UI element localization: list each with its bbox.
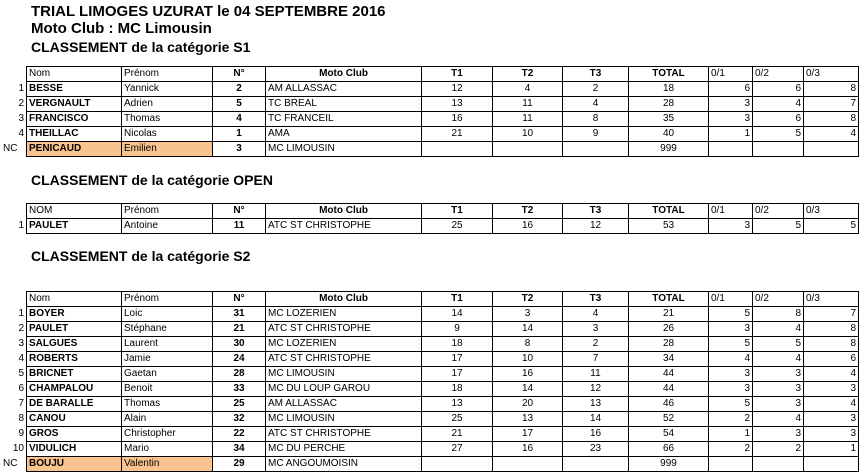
cell-num: 25 xyxy=(213,397,266,412)
cell-z3: 8 xyxy=(804,112,859,127)
page-title: TRIAL LIMOGES UZURAT le 04 SEPTEMBRE 2016 xyxy=(31,3,386,20)
cell-t1: 25 xyxy=(422,219,493,234)
rank-label: 9 xyxy=(18,428,24,439)
cell-prenom: Laurent xyxy=(122,337,213,352)
cell-t3: 4 xyxy=(563,307,629,322)
cell-prenom: Nicolas xyxy=(122,127,213,142)
cell-prenom: Antoine xyxy=(122,219,213,234)
cell-t2 xyxy=(493,142,563,157)
column-header: T2 xyxy=(493,204,563,219)
cell-num: 31 xyxy=(213,307,266,322)
column-header: TOTAL xyxy=(629,67,709,82)
cell-t3: 16 xyxy=(563,427,629,442)
cell-t1: 27 xyxy=(422,442,493,457)
cell-z3 xyxy=(804,142,859,157)
table-row xyxy=(27,442,859,457)
cell-num: 32 xyxy=(213,412,266,427)
cell-z2: 2 xyxy=(753,442,804,457)
cell-z1: 3 xyxy=(709,367,753,382)
cell-t2: 4 xyxy=(493,82,563,97)
cell-prenom: Benoit xyxy=(122,382,213,397)
cell-prenom: Mario xyxy=(122,442,213,457)
cell-club: MC LOZERIEN xyxy=(266,337,422,352)
cell-z1: 2 xyxy=(709,442,753,457)
cell-z2: 6 xyxy=(753,112,804,127)
cell-t3 xyxy=(563,142,629,157)
cell-z3: 7 xyxy=(804,307,859,322)
rank-label: 3 xyxy=(18,113,24,124)
rank-label: 8 xyxy=(18,413,24,424)
nc-label: NC xyxy=(3,143,18,154)
cell-nom: CHAMPALOU xyxy=(27,382,122,397)
cell-nom: THEILLAC xyxy=(27,127,122,142)
cell-club: AM ALLASSAC xyxy=(266,82,422,97)
cell-t1: 13 xyxy=(422,397,493,412)
cell-t2: 14 xyxy=(493,322,563,337)
cell-t3: 7 xyxy=(563,352,629,367)
cell-t1 xyxy=(422,142,493,157)
cell-t3: 11 xyxy=(563,367,629,382)
table-row xyxy=(27,112,859,127)
column-header: Moto Club xyxy=(266,204,422,219)
cell-t3: 9 xyxy=(563,127,629,142)
column-header: 0/1 xyxy=(709,204,753,219)
club-subtitle: Moto Club : MC Limousin xyxy=(31,20,212,37)
cell-num: 4 xyxy=(213,112,266,127)
cell-z2 xyxy=(753,457,804,472)
cell-t2: 16 xyxy=(493,219,563,234)
cell-t2: 10 xyxy=(493,127,563,142)
column-header: T1 xyxy=(422,67,493,82)
cell-t2: 20 xyxy=(493,397,563,412)
cell-nom: PAULET xyxy=(27,219,122,234)
cell-num: 24 xyxy=(213,352,266,367)
cell-t3: 8 xyxy=(563,112,629,127)
column-header: 0/1 xyxy=(709,67,753,82)
cell-z2: 4 xyxy=(753,97,804,112)
cell-prenom: Valentin xyxy=(122,457,213,472)
column-header: N° xyxy=(213,292,266,307)
cell-num: 3 xyxy=(213,142,266,157)
cell-total: 44 xyxy=(629,367,709,382)
cell-num: 33 xyxy=(213,382,266,397)
cell-t1: 16 xyxy=(422,112,493,127)
cell-z3: 4 xyxy=(804,367,859,382)
cell-t1: 12 xyxy=(422,82,493,97)
column-header: 0/3 xyxy=(804,292,859,307)
cell-t1: 9 xyxy=(422,322,493,337)
cell-z2 xyxy=(753,142,804,157)
rank-label: 5 xyxy=(18,368,24,379)
column-header: T3 xyxy=(563,292,629,307)
column-header: Moto Club xyxy=(266,67,422,82)
cell-z1: 3 xyxy=(709,322,753,337)
cell-t2: 11 xyxy=(493,112,563,127)
cell-total: 28 xyxy=(629,97,709,112)
cell-prenom: Stéphane xyxy=(122,322,213,337)
table-row xyxy=(27,427,859,442)
cell-total: 52 xyxy=(629,412,709,427)
table-row xyxy=(27,382,859,397)
cell-club: MC LIMOUSIN xyxy=(266,412,422,427)
cell-t3: 23 xyxy=(563,442,629,457)
cell-z3: 3 xyxy=(804,382,859,397)
column-header: Prénom xyxy=(122,204,213,219)
table-row xyxy=(27,307,859,322)
cell-nom: FRANCISCO xyxy=(27,112,122,127)
cell-t3: 13 xyxy=(563,397,629,412)
rank-label: 1 xyxy=(18,220,24,231)
column-header: 0/2 xyxy=(753,204,804,219)
cell-prenom: Thomas xyxy=(122,112,213,127)
cell-total: 21 xyxy=(629,307,709,322)
cell-z3: 7 xyxy=(804,97,859,112)
table-row xyxy=(27,127,859,142)
cell-z1: 6 xyxy=(709,82,753,97)
cell-z1: 5 xyxy=(709,307,753,322)
cell-z3: 8 xyxy=(804,322,859,337)
cell-nom: GROS xyxy=(27,427,122,442)
cell-num: 34 xyxy=(213,442,266,457)
cell-t1: 17 xyxy=(422,367,493,382)
table-row-nc xyxy=(27,142,859,157)
table-row xyxy=(27,367,859,382)
cell-z1: 2 xyxy=(709,412,753,427)
cell-t2: 3 xyxy=(493,307,563,322)
cell-nom: VERGNAULT xyxy=(27,97,122,112)
cell-t2: 8 xyxy=(493,337,563,352)
results-table xyxy=(26,203,859,234)
column-header: 0/3 xyxy=(804,67,859,82)
column-header: Moto Club xyxy=(266,292,422,307)
cell-z3: 3 xyxy=(804,427,859,442)
cell-club: MC LIMOUSIN xyxy=(266,367,422,382)
cell-z3: 3 xyxy=(804,412,859,427)
cell-z3: 8 xyxy=(804,82,859,97)
cell-total: 28 xyxy=(629,337,709,352)
column-header: N° xyxy=(213,204,266,219)
cell-club: MC LIMOUSIN xyxy=(266,142,422,157)
cell-z3 xyxy=(804,457,859,472)
column-header: T2 xyxy=(493,292,563,307)
cell-total: 26 xyxy=(629,322,709,337)
cell-num: 29 xyxy=(213,457,266,472)
section-title-s2: CLASSEMENT de la catégorie S2 xyxy=(31,248,251,264)
rank-label: 4 xyxy=(18,128,24,139)
cell-num: 21 xyxy=(213,322,266,337)
cell-z2: 8 xyxy=(753,307,804,322)
cell-z2: 5 xyxy=(753,337,804,352)
column-header: T1 xyxy=(422,204,493,219)
table-header-row xyxy=(27,292,859,307)
column-header: T1 xyxy=(422,292,493,307)
cell-prenom: Loic xyxy=(122,307,213,322)
cell-club: AM ALLASSAC xyxy=(266,397,422,412)
cell-t3: 12 xyxy=(563,382,629,397)
table-header-row xyxy=(27,204,859,219)
cell-z1: 1 xyxy=(709,427,753,442)
column-header: 0/2 xyxy=(753,67,804,82)
column-header: TOTAL xyxy=(629,204,709,219)
cell-club: MC DU PERCHE xyxy=(266,442,422,457)
cell-t3: 2 xyxy=(563,82,629,97)
table-row xyxy=(27,82,859,97)
cell-club: AMA xyxy=(266,127,422,142)
cell-z2: 5 xyxy=(753,219,804,234)
cell-num: 22 xyxy=(213,427,266,442)
cell-t3: 4 xyxy=(563,97,629,112)
cell-z1: 5 xyxy=(709,397,753,412)
cell-nom: BRICNET xyxy=(27,367,122,382)
column-header: Prénom xyxy=(122,292,213,307)
cell-nom: ROBERTS xyxy=(27,352,122,367)
cell-z2: 5 xyxy=(753,127,804,142)
cell-t1: 25 xyxy=(422,412,493,427)
column-header: T2 xyxy=(493,67,563,82)
cell-nom: BESSE xyxy=(27,82,122,97)
cell-t1: 18 xyxy=(422,337,493,352)
cell-t1: 21 xyxy=(422,127,493,142)
cell-nom: DE BARALLE xyxy=(27,397,122,412)
cell-t1: 14 xyxy=(422,307,493,322)
cell-total: 999 xyxy=(629,142,709,157)
column-header: 0/3 xyxy=(804,204,859,219)
cell-club: MC ANGOUMOISIN xyxy=(266,457,422,472)
cell-z2: 4 xyxy=(753,352,804,367)
table-row xyxy=(27,352,859,367)
cell-club: ATC ST CHRISTOPHE xyxy=(266,352,422,367)
table-row xyxy=(27,322,859,337)
rank-label: 2 xyxy=(18,98,24,109)
results-table xyxy=(26,66,859,157)
cell-z2: 4 xyxy=(753,322,804,337)
rank-label: 4 xyxy=(18,353,24,364)
section-title-s1: CLASSEMENT de la catégorie S1 xyxy=(31,39,251,55)
cell-t1: 21 xyxy=(422,427,493,442)
cell-t3: 12 xyxy=(563,219,629,234)
cell-num: 28 xyxy=(213,367,266,382)
cell-z3: 8 xyxy=(804,337,859,352)
cell-t2: 17 xyxy=(493,427,563,442)
column-header: 0/1 xyxy=(709,292,753,307)
results-table xyxy=(26,291,859,472)
rank-label: 7 xyxy=(18,398,24,409)
table-header-row xyxy=(27,67,859,82)
column-header: NOM xyxy=(27,204,122,219)
cell-prenom: Jamie xyxy=(122,352,213,367)
cell-z1: 3 xyxy=(709,97,753,112)
column-header: TOTAL xyxy=(629,292,709,307)
cell-club: TC FRANCEIL xyxy=(266,112,422,127)
cell-nom: PAULET xyxy=(27,322,122,337)
cell-num: 5 xyxy=(213,97,266,112)
cell-z2: 4 xyxy=(753,412,804,427)
table-row-nc xyxy=(27,457,859,472)
cell-t2: 14 xyxy=(493,382,563,397)
cell-num: 30 xyxy=(213,337,266,352)
cell-nom: BOYER xyxy=(27,307,122,322)
column-header: 0/2 xyxy=(753,292,804,307)
cell-prenom: Gaetan xyxy=(122,367,213,382)
cell-t3 xyxy=(563,457,629,472)
rank-label: 3 xyxy=(18,338,24,349)
cell-z1: 5 xyxy=(709,337,753,352)
cell-z1: 1 xyxy=(709,127,753,142)
column-header: Prénom xyxy=(122,67,213,82)
cell-t1 xyxy=(422,457,493,472)
column-header: Nom xyxy=(27,67,122,82)
column-header: T3 xyxy=(563,67,629,82)
cell-z1 xyxy=(709,142,753,157)
cell-prenom: Yannick xyxy=(122,82,213,97)
cell-nom: SALGUES xyxy=(27,337,122,352)
column-header: Nom xyxy=(27,292,122,307)
table-row xyxy=(27,397,859,412)
rank-label: 1 xyxy=(18,308,24,319)
table-row xyxy=(27,219,859,234)
cell-t1: 18 xyxy=(422,382,493,397)
cell-z2: 3 xyxy=(753,367,804,382)
cell-z1 xyxy=(709,457,753,472)
cell-z2: 6 xyxy=(753,82,804,97)
cell-nom: CANOU xyxy=(27,412,122,427)
cell-z3: 1 xyxy=(804,442,859,457)
cell-num: 1 xyxy=(213,127,266,142)
cell-z2: 3 xyxy=(753,382,804,397)
cell-z3: 6 xyxy=(804,352,859,367)
cell-z2: 3 xyxy=(753,427,804,442)
cell-total: 34 xyxy=(629,352,709,367)
table-row xyxy=(27,412,859,427)
cell-total: 66 xyxy=(629,442,709,457)
cell-t2: 16 xyxy=(493,442,563,457)
cell-t2 xyxy=(493,457,563,472)
cell-z3: 5 xyxy=(804,219,859,234)
cell-t1: 13 xyxy=(422,97,493,112)
cell-prenom: Thomas xyxy=(122,397,213,412)
cell-total: 54 xyxy=(629,427,709,442)
cell-club: ATC ST CHRISTOPHE xyxy=(266,219,422,234)
rank-label: 10 xyxy=(12,443,24,454)
cell-prenom: Adrien xyxy=(122,97,213,112)
cell-z1: 4 xyxy=(709,352,753,367)
cell-nom: PENICAUD xyxy=(27,142,122,157)
cell-club: ATC ST CHRISTOPHE xyxy=(266,322,422,337)
rank-label: 6 xyxy=(18,383,24,394)
cell-t3: 14 xyxy=(563,412,629,427)
cell-total: 35 xyxy=(629,112,709,127)
cell-num: 2 xyxy=(213,82,266,97)
cell-t2: 13 xyxy=(493,412,563,427)
cell-total: 46 xyxy=(629,397,709,412)
cell-z3: 4 xyxy=(804,127,859,142)
cell-z3: 4 xyxy=(804,397,859,412)
cell-club: TC BREAL xyxy=(266,97,422,112)
cell-t2: 11 xyxy=(493,97,563,112)
cell-total: 999 xyxy=(629,457,709,472)
cell-club: ATC ST CHRISTOPHE xyxy=(266,427,422,442)
cell-prenom: Emilien xyxy=(122,142,213,157)
cell-z1: 3 xyxy=(709,219,753,234)
cell-club: MC LOZERIEN xyxy=(266,307,422,322)
cell-t3: 2 xyxy=(563,337,629,352)
cell-total: 44 xyxy=(629,382,709,397)
cell-z1: 3 xyxy=(709,112,753,127)
cell-club: MC DU LOUP GAROU xyxy=(266,382,422,397)
cell-nom: VIDULICH xyxy=(27,442,122,457)
column-header: N° xyxy=(213,67,266,82)
cell-z2: 3 xyxy=(753,397,804,412)
table-row xyxy=(27,97,859,112)
cell-total: 40 xyxy=(629,127,709,142)
column-header: T3 xyxy=(563,204,629,219)
cell-prenom: Alain xyxy=(122,412,213,427)
table-row xyxy=(27,337,859,352)
cell-z1: 3 xyxy=(709,382,753,397)
cell-t2: 16 xyxy=(493,367,563,382)
cell-total: 18 xyxy=(629,82,709,97)
cell-num: 11 xyxy=(213,219,266,234)
cell-prenom: Christopher xyxy=(122,427,213,442)
rank-label: 1 xyxy=(18,83,24,94)
cell-nom: BOUJU xyxy=(27,457,122,472)
nc-label: NC xyxy=(3,458,18,469)
section-title-open: CLASSEMENT de la catégorie OPEN xyxy=(31,172,273,188)
cell-t2: 10 xyxy=(493,352,563,367)
cell-t3: 3 xyxy=(563,322,629,337)
cell-total: 53 xyxy=(629,219,709,234)
rank-label: 2 xyxy=(18,323,24,334)
cell-t1: 17 xyxy=(422,352,493,367)
